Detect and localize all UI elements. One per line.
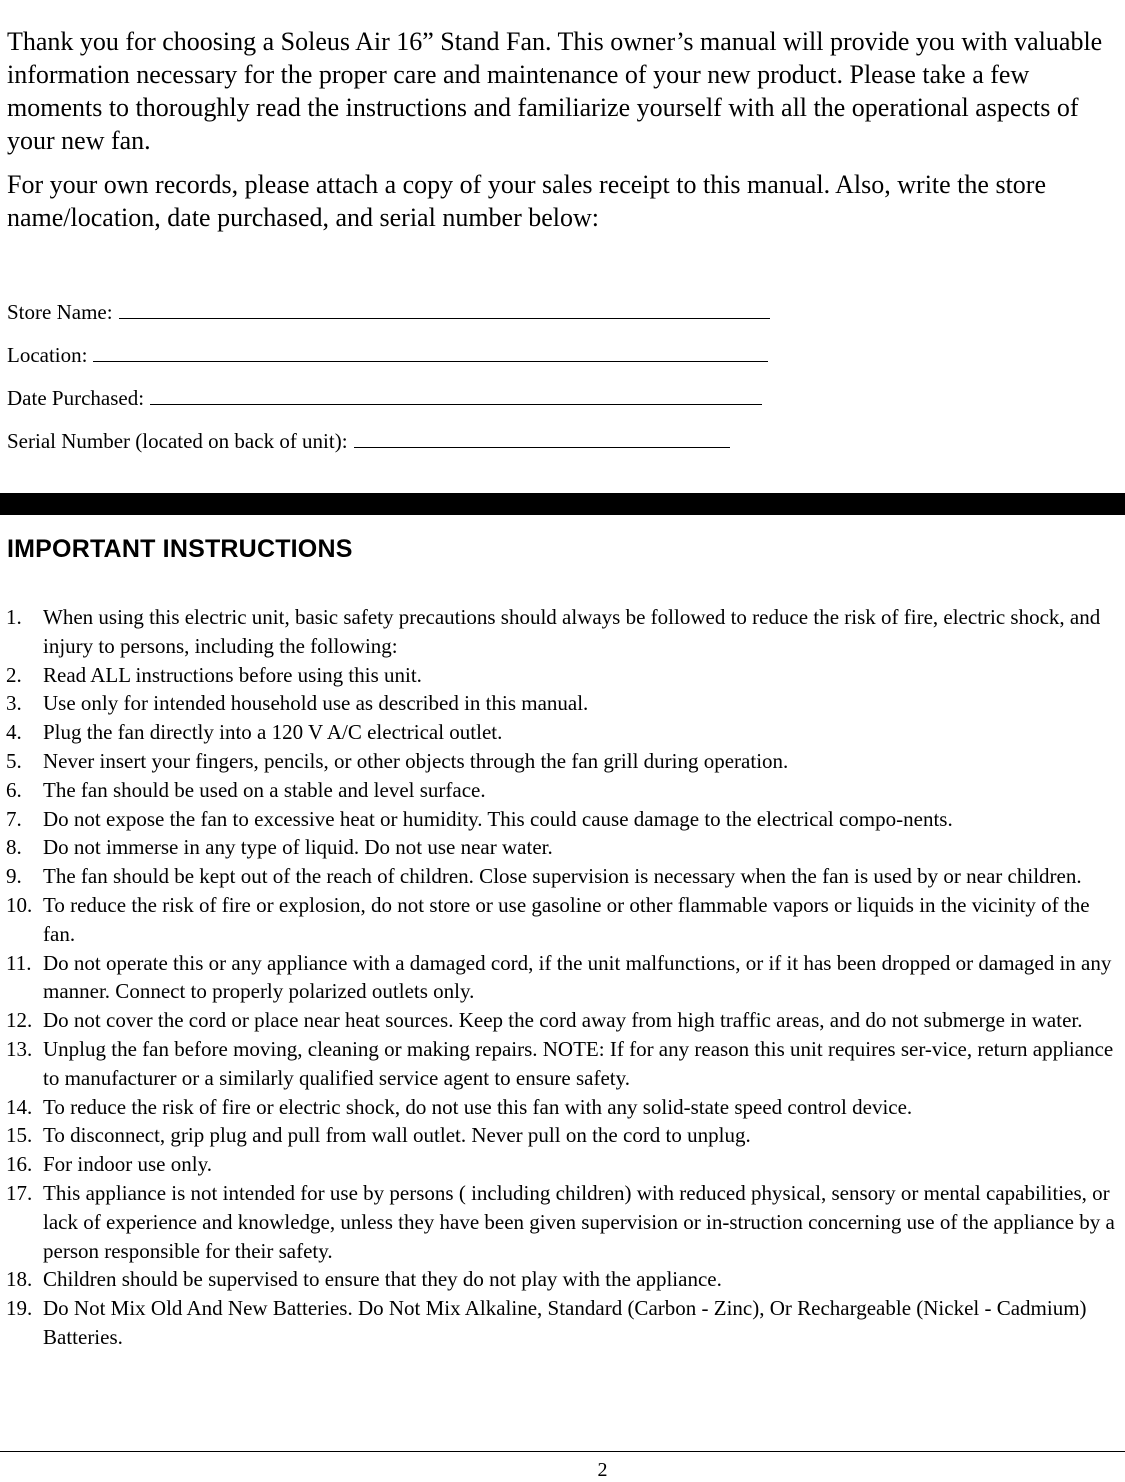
instruction-text: To reduce the risk of fire or electric shock, do not use this fan with any solid-state speed control device. — [43, 1094, 913, 1119]
intro-section — [7, 25, 1119, 245]
instruction-number: 19. — [6, 1296, 33, 1321]
instruction-text: For indoor use only. — [43, 1152, 212, 1177]
instruction-item — [0, 891, 1120, 949]
instruction-item — [0, 661, 1120, 690]
instruction-number: 8. — [6, 835, 22, 860]
instruction-item — [0, 833, 1120, 862]
page-number: 2 — [597, 1459, 608, 1481]
instruction-number: 4. — [6, 720, 22, 745]
instruction-number: 11. — [6, 950, 32, 975]
location-blank-line[interactable] — [93, 337, 768, 362]
instruction-number: 18. — [6, 1267, 33, 1292]
instruction-item — [0, 1121, 1120, 1150]
instruction-number: 15. — [6, 1123, 33, 1148]
store-name-blank-line[interactable] — [119, 294, 770, 319]
instruction-number: 14. — [6, 1094, 33, 1119]
instruction-number: 10. — [6, 892, 33, 917]
instruction-number: 9. — [6, 864, 22, 889]
store-name-row — [7, 294, 907, 337]
instruction-text: Use only for intended household use as described in this manual. — [43, 691, 589, 716]
serial-number-row — [7, 423, 907, 466]
instruction-text: Do not expose the fan to excessive heat or humidity. This could cause damage to the electrical compo-nents. — [43, 806, 953, 831]
section-divider-bar — [0, 493, 1125, 515]
instruction-item — [0, 1150, 1120, 1179]
instruction-item — [0, 805, 1120, 834]
location-label: Location: — [7, 343, 88, 367]
intro-paragraph-welcome: Thank you for choosing a Soleus Air 16” Stand Fan. This owner’s manual will provide you with valuable information necessary for the proper care and maintenance of your new product. Please take a few moments to thoroughly read the instructions and familiarize yourself with all the operational aspects of your new fan. — [7, 27, 1103, 155]
instruction-text: Do not operate this or any appliance with a damaged cord, if the unit malfunctions, or if it has been dropped or damaged in any manner. Connect to properly polarized outlets only. — [43, 950, 1112, 1004]
location-row — [7, 337, 907, 380]
instruction-text: Read ALL instructions before using this unit. — [43, 662, 422, 687]
instruction-text: The fan should be used on a stable and level surface. — [43, 777, 486, 802]
instruction-text: To reduce the risk of fire or explosion, do not store or use gasoline or other flammable vapors or liquids in the vicinity of the fan. — [43, 892, 1090, 946]
instructions-list — [0, 603, 1120, 1352]
instruction-item — [0, 718, 1120, 747]
instruction-text: Do Not Mix Old And New Batteries. Do Not Mix Alkaline, Standard (Carbon - Zinc), Or Rechargeable (Nickel - Cadmium) Batteries. — [43, 1296, 1087, 1349]
date-purchased-blank-line[interactable] — [150, 380, 762, 405]
purchase-record-form — [7, 294, 907, 466]
serial-number-blank-line[interactable] — [354, 423, 730, 448]
instruction-item — [0, 1006, 1120, 1035]
instruction-item — [0, 1265, 1120, 1294]
instruction-number: 1. — [6, 605, 22, 629]
instruction-number: 5. — [6, 748, 22, 773]
instruction-text: Do not cover the cord or place near heat sources. Keep the cord away from high traffic areas, and do not submerge in water. — [43, 1008, 1083, 1033]
instruction-number: 17. — [6, 1180, 33, 1205]
instruction-item — [0, 603, 1120, 661]
instruction-item — [0, 862, 1120, 891]
instruction-item — [0, 949, 1120, 1007]
footer-divider — [0, 1451, 1125, 1452]
instruction-item — [0, 1035, 1120, 1093]
store-name-label: Store Name: — [7, 300, 113, 324]
instruction-number: 2. — [6, 662, 22, 687]
important-instructions-heading: IMPORTANT INSTRUCTIONS — [7, 535, 353, 563]
instruction-number: 3. — [6, 691, 22, 716]
instruction-text: Unplug the fan before moving, cleaning or making repairs. NOTE: If for any reason this unit requires ser-vice, return appliance to manufacturer or a similarly qualified service agent to ensure safety. — [43, 1036, 1114, 1090]
instruction-item — [0, 1179, 1120, 1265]
instruction-item — [0, 776, 1120, 805]
instruction-number: 16. — [6, 1152, 33, 1177]
instruction-number: 12. — [6, 1008, 33, 1033]
instruction-number: 7. — [6, 806, 22, 831]
instruction-number: 6. — [6, 777, 22, 802]
instruction-item — [0, 689, 1120, 718]
intro-paragraph-records: For your own records, please attach a copy of your sales receipt to this manual. Also, write the store name/location, date purchased, and serial number below: — [7, 170, 1046, 232]
instruction-text: To disconnect, grip plug and pull from wall outlet. Never pull on the cord to unplug. — [43, 1123, 751, 1148]
date-purchased-label: Date Purchased: — [7, 386, 145, 410]
instruction-text: Children should be supervised to ensure that they do not play with the appliance. — [43, 1267, 722, 1292]
instruction-item — [0, 1294, 1120, 1352]
instruction-number: 13. — [6, 1036, 33, 1061]
serial-number-label: Serial Number (located on back of unit): — [7, 429, 348, 453]
instruction-text: When using this electric unit, basic safety precautions should always be followed to reduce the risk of fire, electric shock, and injury to persons, including the following: — [43, 605, 1101, 658]
instruction-item — [0, 1093, 1120, 1122]
instruction-text: Do not immerse in any type of liquid. Do not use near water. — [43, 835, 553, 860]
date-purchased-row — [7, 380, 907, 423]
instruction-text: The fan should be kept out of the reach of children. Close supervision is necessary when the fan is used by or near children. — [43, 864, 1082, 889]
instruction-text: Plug the fan directly into a 120 V A/C electrical outlet. — [43, 720, 503, 745]
instruction-text: Never insert your fingers, pencils, or other objects through the fan grill during operation. — [43, 748, 789, 773]
instruction-text: This appliance is not intended for use by persons ( including children) with reduced physical, sensory or mental capabilities, or lack of experience and knowledge, unless they have been given supervision or in-struction concerning use of the appliance by a person responsible for their safety. — [43, 1180, 1115, 1263]
instruction-item — [0, 747, 1120, 776]
